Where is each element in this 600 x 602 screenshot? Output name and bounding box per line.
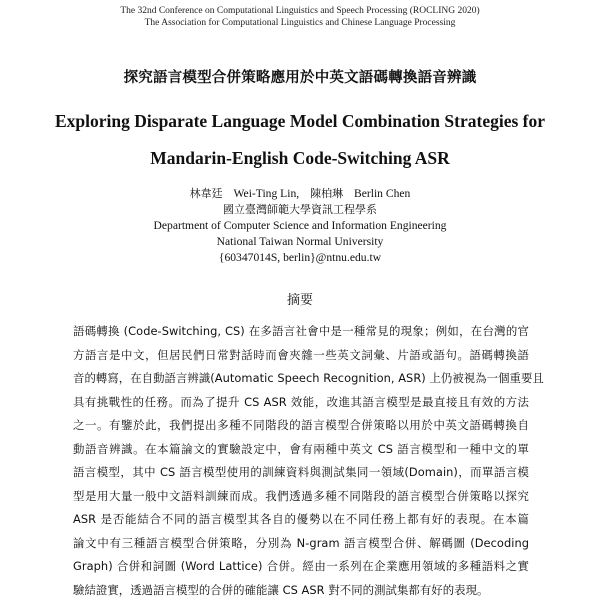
institution-chinese: 國立臺灣師範大學資訊工程學系 (0, 202, 600, 218)
abstract-line: 型是用大量一般中文語料訓練而成。我們透過多種不同階段的語言模型合併策略以探究 (73, 485, 529, 509)
author-names (0, 186, 600, 202)
paper-title-english-line1: Exploring Disparate Language Model Combination Strategies for (0, 110, 600, 132)
abstract-heading: 摘要 (0, 292, 600, 310)
department-english: Department of Computer Science and Information Engineering (0, 218, 600, 234)
abstract-line: 之一。有鑒於此，我們提出多種不同階段的語言模型合併策略以用於中英文語碼轉換自 (73, 414, 529, 438)
abstract-line: 方語言是中文，但居民們日常對話時而會夾雜一些英文詞彙、片語或語句。語碼轉換語 (73, 344, 529, 368)
paper-title-chinese: 探究語言模型合併策略應用於中英文語碼轉換語音辨識 (0, 68, 600, 88)
abstract-body (73, 320, 529, 602)
abstract-line: ASR 是否能結合不同的語言模型其各自的優勢以在不同任務上都有好的表現。在本篇 (73, 508, 529, 532)
abstract-line: Graph) 合併和詞圖 (Word Lattice) 合併。經由一系列在企業應用領域的多種語料之實 (73, 555, 529, 579)
author-2-en: Berlin Chen (354, 187, 410, 200)
abstract-line: 具有挑戰性的任務。而為了提升 CS ASR 效能，改進其語言模型是最直接且有效的方法 (73, 391, 529, 415)
abstract-line: 動語音辨識。在本篇論文的實驗設定中，會有兩種中英文 CS 語言模型和一種中文的單 (73, 438, 529, 462)
abstract-line: 驗結證實，透過語言模型的合併的確能讓 CS ASR 對不同的測試集都有好的表現。 (73, 579, 529, 602)
author-1-cn: 林韋廷 (190, 187, 223, 200)
abstract-line: 語言模型，其中 CS 語言模型使用的訓練資料與測試集同一領域(Domain)，而單語言模 (73, 461, 529, 485)
association-header-line: The Association for Computational Linguistics and Chinese Language Processing (0, 17, 600, 29)
abstract-line: 論文中有三種語言模型合併策略，分別為 N-gram 語言模型合併、解碼圖 (Decoding (73, 532, 529, 556)
author-1-en: Wei-Ting Lin, (234, 187, 300, 200)
conference-header-line: The 32nd Conference on Computational Linguistics and Speech Processing (ROCLING 2020) (0, 5, 600, 17)
author-block (0, 186, 600, 266)
paper-title-english-line2: Mandarin-English Code-Switching ASR (0, 147, 600, 169)
university-english: National Taiwan Normal University (0, 234, 600, 250)
author-2-cn: 陳柏琳 (310, 187, 343, 200)
abstract-line: 語碼轉換 (Code-Switching, CS) 在多語言社會中是一種常見的現象；例如，在台灣的官 (73, 320, 529, 344)
abstract-line: 音的轉寫，在自動語言辨識(Automatic Speech Recognition, ASR) 上仍被視為一個重要且 (73, 367, 529, 391)
author-emails: {60347014S, berlin}@ntnu.edu.tw (0, 250, 600, 266)
